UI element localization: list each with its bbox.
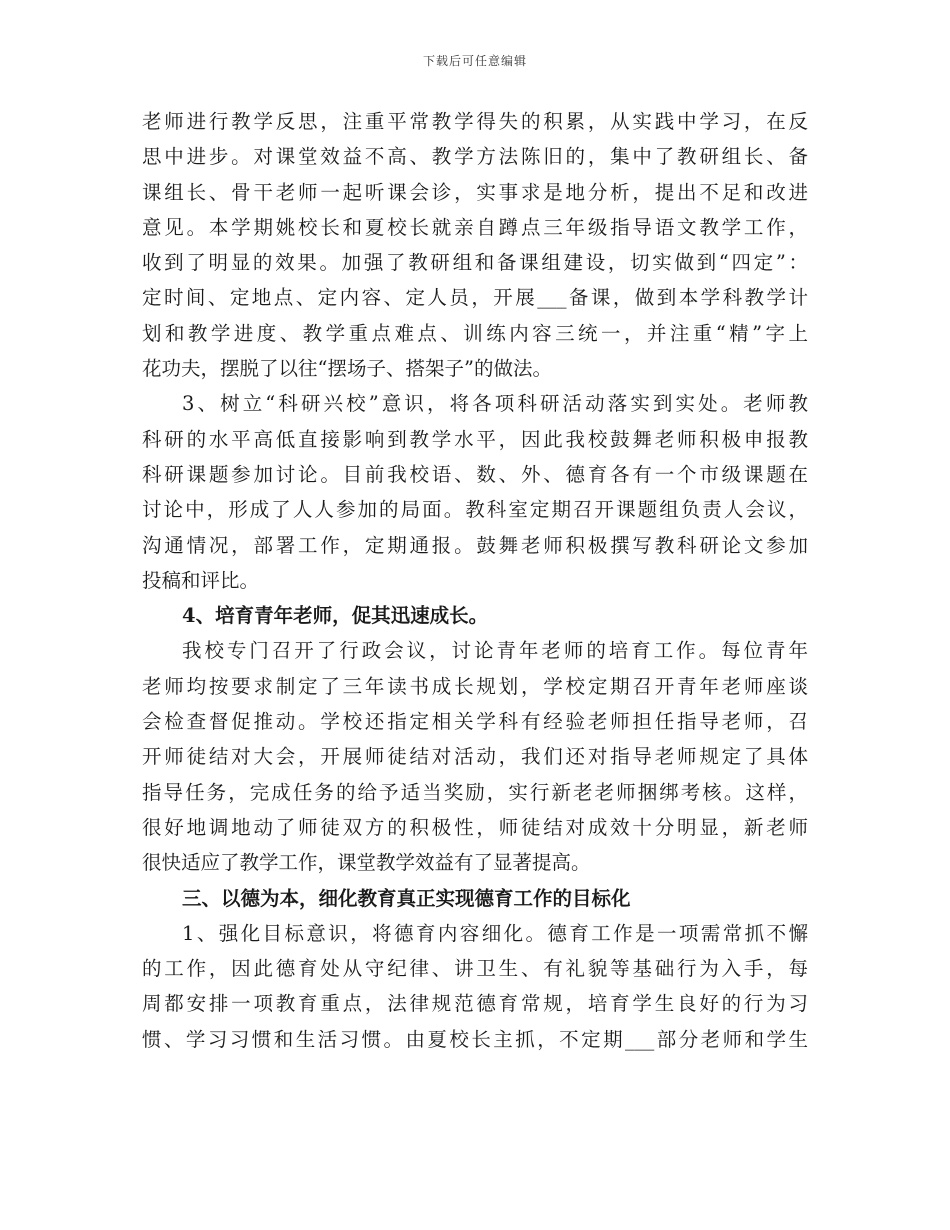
paragraph-line: 3、树立“科研兴校”意识，将各项科研活动落实到实处。老师教 — [182, 392, 808, 416]
paragraph-line: 老师进行教学反思，注重平常教学得失的积累，从实践中学习，在反 — [142, 110, 808, 133]
paragraph-line: 很好地调地动了师徒双方的积极性，师徒结对成效十分明显，新老师 — [142, 815, 808, 839]
paragraph-line: 科研课题参加讨论。目前我校语、数、外、德育各有一个市级课题在 — [142, 462, 808, 486]
paragraph-line: 指导任务，完成任务的给予适当奖励，实行新老老师捆绑考核。这样， — [142, 780, 808, 804]
paragraph-line: 很快适应了教学工作，课堂教学效益有了显著提高。 — [142, 851, 591, 875]
page-header: 下载后可任意编辑 — [422, 54, 527, 68]
paragraph-line: 老师均按要求制定了三年读书成长规划，学校定期召开青年老师座谈 — [142, 674, 808, 698]
paragraph-line: 课组长、骨干老师一起听课会诊，实事求是地分析，提出不足和改进 — [142, 180, 808, 204]
paragraph-line: 会检查督促推动。学校还指定相关学科有经验老师担任指导老师，召 — [142, 710, 808, 734]
paragraph-line: 沟通情况，部署工作，定期通报。鼓舞老师积极撰写教科研论文参加 — [142, 533, 808, 557]
paragraph-line: 划和教学进度、教学重点难点、训练内容三统一，并注重“精”字上 — [142, 321, 808, 345]
paragraph-line: 1、强化目标意识，将德育内容细化。德育工作是一项需常抓不懈 — [182, 921, 808, 945]
paragraph-line: 惯、学习习惯和生活习惯。由夏校长主抓，不定期___部分老师和学生 — [142, 1027, 808, 1051]
paragraph-line: 科研的水平高低直接影响到教学水平，因此我校鼓舞老师积极申报教 — [142, 427, 808, 451]
section-heading-line: 4、培育青年老师，促其迅速成长。 — [182, 604, 489, 628]
paragraph-line: 思中进步。对课堂效益不高、教学方法陈旧的，集中了教研组长、备 — [142, 145, 808, 169]
section-heading-line: 三、以德为本，细化教育真正实现德育工作的目标化 — [182, 886, 631, 910]
paragraph-line: 我校专门召开了行政会议，讨论青年老师的培育工作。每位青年 — [182, 639, 808, 663]
paragraph-line: 讨论中，形成了人人参加的局面。教科室定期召开课题组负责人会议， — [142, 498, 808, 522]
paragraph-line: 定时间、定地点、定内容、定人员，开展___备课，做到本学科教学计 — [142, 286, 808, 310]
paragraph-line: 花功夫，摆脱了以往“摆场子、搭架子”的做法。 — [142, 357, 552, 381]
paragraph-line: 周都安排一项教育重点，法律规范德育常规，培育学生良好的行为习 — [142, 992, 808, 1016]
paragraph-line: 投稿和评比。 — [142, 568, 260, 592]
paragraph-line: 收到了明显的效果。加强了教研组和备课组建设，切实做到“四定”： — [142, 251, 808, 275]
paragraph-line: 的工作，因此德育处从守纪律、讲卫生、有礼貌等基础行为入手，每 — [142, 957, 808, 981]
paragraph-line: 开师徒结对大会，开展师徒结对活动，我们还对指导老师规定了具体 — [142, 745, 808, 769]
paragraph-line: 意见。本学期姚校长和夏校长就亲自蹲点三年级指导语文教学工作， — [142, 215, 808, 239]
document-body — [142, 104, 808, 1057]
